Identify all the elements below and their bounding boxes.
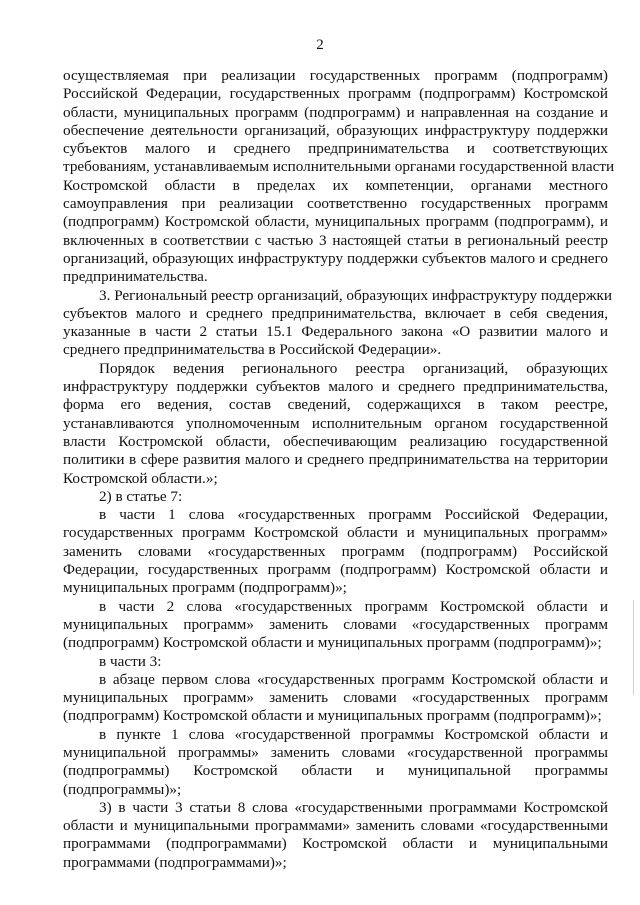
paragraph	[63, 598, 608, 653]
text-line: самоуправления при реализации соответственно государственных программ	[63, 195, 608, 213]
text-line: в части 2 слова «государственных программ Костромской области и	[99, 597, 608, 615]
text-line: (подпрограммы)»;	[63, 780, 182, 798]
text-line: (подпрограмм) Костромской области и муниципальных программ (подпрограмм)»;	[63, 634, 602, 652]
text-line: Порядок ведения регионального реестра организаций, образующих	[99, 359, 608, 377]
page-number: 2	[316, 37, 324, 53]
text-line: 3. Региональный реестр организаций, образующих инфраструктуру поддержки	[99, 286, 612, 304]
text-line: организаций, образующих инфраструктуру поддержки субъектов малого и среднего	[63, 249, 608, 267]
text-line: (подпрограммы) Костромской области и муниципальной программы	[63, 762, 608, 780]
text-line: 2) в статье 7:	[99, 487, 183, 505]
text-line: обеспечение деятельности организаций, образующих инфраструктуру поддержки	[63, 121, 608, 139]
text-line: форма его ведения, состав сведений, содержащихся в таком реестре,	[63, 396, 608, 414]
text-line: в пункте 1 слова «государственной программы Костромской области и	[99, 725, 608, 743]
text-line: Российской Федерации, государственных программ (подпрограмм) Костромской	[63, 85, 608, 103]
text-line: муниципальных программ» заменить словами «государственных программ	[63, 615, 608, 633]
text-line: области и муниципальными программами» заменить словами «государственными	[63, 817, 608, 835]
text-line: Костромской области в пределах их компетенции, органами местного	[63, 176, 608, 194]
text-line: государственных программ Костромской области и муниципальных программ»	[63, 524, 608, 542]
text-line: заменить словами «государственных программ (подпрограмм) Российской	[63, 542, 608, 560]
text-line: муниципальной программы» заменить словами «государственной программы	[63, 743, 608, 761]
paragraph	[63, 360, 608, 488]
paragraph	[63, 726, 608, 799]
text-line: области, муниципальных программ (подпрограмм) и направленная на создание и	[63, 103, 608, 121]
text-line: в части 1 слова «государственных программ Российской Федерации,	[99, 506, 608, 524]
text-line: инфраструктуру поддержки субъектов малого и среднего предпринимательства,	[63, 378, 608, 396]
text-line: муниципальных программ (подпрограмм)»;	[63, 579, 347, 597]
paragraph	[63, 488, 608, 506]
text-line: осуществляемая при реализации государственных программ (подпрограмм)	[63, 67, 608, 84]
text-line: среднего предпринимательства в Российской Федерации».	[63, 341, 442, 359]
text-line: муниципальных программ» заменить словами «государственных программ	[63, 689, 608, 707]
paragraph	[63, 67, 615, 287]
paragraph	[63, 799, 608, 872]
text-line: (подпрограмм) Костромской области, муниципальных программ (подпрограмм), и	[63, 213, 608, 231]
text-line: предпринимательства.	[63, 268, 208, 286]
scan-edge-mark	[633, 600, 634, 695]
text-line: власти Костромской области, обеспечивающим реализацию государственной	[63, 432, 608, 450]
text-line: включенных в соответствии с частью 3 настоящей статьи в региональный реестр	[63, 231, 608, 249]
text-line: 3) в части 3 статьи 8 слова «государственными программами Костромской	[99, 798, 608, 816]
text-line: в абзаце первом слова «государственных программ Костромской области и	[99, 670, 608, 688]
text-line: требованиям, устанавливаемым исполнительными органами государственной власти	[63, 158, 615, 176]
text-line: в части 3:	[99, 652, 162, 670]
text-line: указанные в части 2 статьи 15.1 Федерального закона «О развитии малого и	[63, 323, 608, 341]
text-line: устанавливаются уполномоченным исполнительным органом государственной	[63, 414, 608, 432]
paragraph	[63, 506, 608, 597]
paragraph	[63, 671, 608, 726]
text-line: программами (подпрограммами) Костромской области и муниципальными	[63, 835, 608, 853]
text-line: политики в сфере развития малого и среднего предпринимательства на территории	[63, 451, 608, 469]
text-line: Костромской области.»;	[63, 469, 218, 487]
paragraph	[63, 286, 612, 360]
text-line: программами (подпрограммами)»;	[63, 853, 287, 871]
text-line: (подпрограмм) Костромской области и муниципальных программ (подпрограмм)»;	[63, 707, 602, 725]
text-line: субъектов малого и среднего предпринимательства, включает в себя сведения,	[63, 304, 608, 322]
document-body	[63, 67, 615, 872]
text-line: Федерации, государственных программ (подпрограмм) Костромской области и	[63, 561, 608, 579]
text-line: субъектов малого и среднего предпринимательства и соответствующих	[63, 140, 608, 158]
paragraph	[63, 653, 608, 671]
